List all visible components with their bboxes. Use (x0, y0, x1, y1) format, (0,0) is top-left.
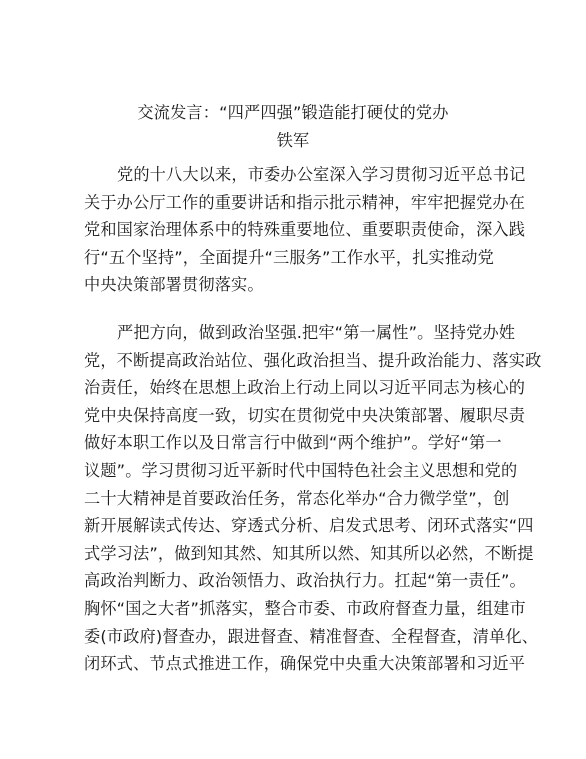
document-body (84, 161, 542, 678)
paragraph-line: 关于办公厅工作的重要讲话和指示批示精神，牢牢把握党办在 (84, 192, 526, 212)
paragraph-line: 闭环式、节点式推进工作，确保党中央重大决策部署和习近平 (84, 654, 526, 674)
title-line: 铁军 (276, 130, 310, 150)
paragraph-line: 二十大精神是首要政治任务，常态化举办“合力微学堂”，创 (84, 488, 510, 508)
paragraph-line: 行“五个坚持”，全面提升“三服务”工作水平，扎实推动党 (84, 247, 494, 267)
paragraph-line: 治责任，始终在思想上政治上行动上同以习近平同志为核心的 (84, 378, 526, 398)
paragraph-1 (84, 161, 526, 299)
paragraph-line: 高政治判断力、政治领悟力、政治执行力。扛起“第一责任”。 (84, 571, 526, 591)
paragraph-line: 胸怀“国之大者”抓落实，整合市委、市政府督查力量，组建市 (84, 598, 526, 618)
paragraph-line: 党和国家治理体系中的特殊重要地位、重要职责使命，深入践 (84, 220, 526, 240)
paragraph-line: 式学习法”，做到知其然、知其所以然、知其所以必然，不断提 (84, 543, 534, 563)
paragraph-line: 党中央保持高度一致，切实在贯彻党中央决策部署、履职尽责 (84, 405, 526, 425)
paragraph-line: 党，不断提高政治站位、强化政治担当、提升政治能力、落实政 (84, 350, 542, 370)
paragraph-line: 做好本职工作以及日常言行中做到“两个维护”。学好“第一 (84, 433, 502, 453)
paragraph-line: 新开展解读式传达、穿透式分析、启发式思考、闭环式落实“四 (84, 516, 534, 536)
paragraph-line: 严把方向，做到政治坚强.把牢“第一属性”。坚持党办姓 (117, 322, 516, 342)
paragraph-line: 党的十八大以来，市委办公室深入学习贯彻习近平总书记 (117, 165, 526, 184)
paragraph-line: 委(市政府)督查办，跟进督查、精准督查、全程督查，清单化、 (84, 626, 539, 646)
title-line: 交流发言：“四严四强”锻造能打硬仗的党办 (137, 103, 449, 122)
paragraph-2 (84, 319, 542, 678)
document-title (60, 99, 526, 154)
paragraph-line: 议题”。学习贯彻习近平新时代中国特色社会主义思想和党的 (84, 460, 518, 480)
paragraph-line: 中央决策部署贯彻落实。 (84, 275, 264, 295)
